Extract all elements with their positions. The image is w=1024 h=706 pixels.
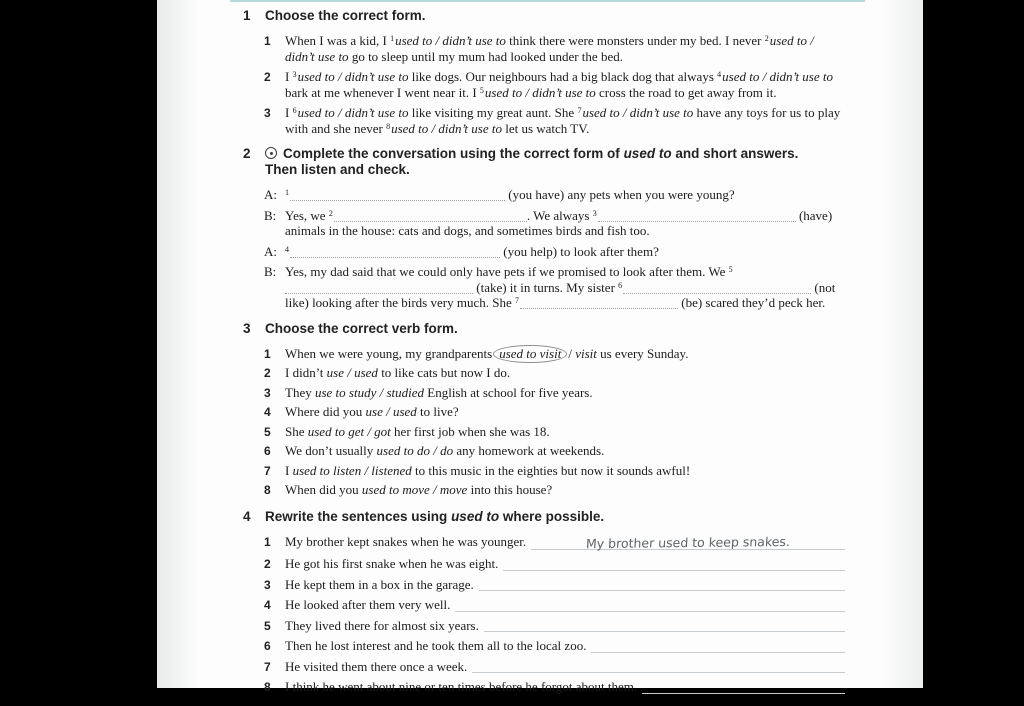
item-text: [285, 69, 845, 100]
item-sentence: [285, 618, 479, 635]
speaker-label: A:: [264, 243, 277, 259]
exercise-number: 2: [243, 146, 251, 161]
workbook-page: [157, 0, 923, 694]
item-text: [285, 463, 845, 480]
exercise-item: [264, 534, 845, 553]
item-text: [285, 187, 845, 203]
item-number: 8: [264, 680, 271, 694]
exercise-items: [264, 187, 845, 311]
exercise-items: [264, 534, 845, 696]
exercise-item: [264, 208, 845, 239]
superscript-number: 7: [577, 106, 582, 115]
item-text: [285, 264, 845, 311]
text-run: where possible.: [499, 508, 605, 524]
item-sentence: [285, 556, 498, 573]
text-run: use / used: [365, 404, 417, 419]
text-run: like dogs. Our neighbours had a big black dog that always: [408, 69, 718, 84]
item-number: 7: [264, 463, 271, 478]
text-run: I think he went about nine or ten times before he forgot about them.: [285, 679, 638, 694]
text-run: When did you: [285, 482, 362, 497]
text-run: (you help) to look after them?: [500, 243, 659, 259]
text-run: Then he lost interest and he took them all to the local zoo.: [285, 638, 587, 653]
answer-line: [479, 577, 845, 592]
answer-line: [472, 659, 845, 674]
text-run: used to do / do: [376, 443, 454, 458]
text-run: cross the road to get away from it.: [595, 84, 777, 100]
blank-line: [285, 281, 473, 294]
superscript-number: 4: [285, 244, 289, 254]
text-run: use to study / studied: [314, 384, 425, 400]
item-number: 3: [264, 385, 271, 400]
item-number: 5: [264, 424, 271, 439]
item-number: 1: [264, 34, 271, 48]
item-number: 8: [264, 483, 271, 497]
superscript-number: 2: [764, 34, 769, 43]
item-text: [285, 534, 845, 553]
item-number: 1: [264, 534, 271, 549]
text-run: . We always: [526, 207, 593, 223]
item-text: [285, 365, 845, 382]
speaker-label: B:: [264, 264, 277, 279]
exercise-item: [264, 187, 845, 203]
exercise-item: [264, 33, 845, 64]
text-run: When I was a kid, I: [285, 33, 391, 48]
text-run: bark at me whenever I went near it. I: [285, 84, 480, 100]
exercise-item: [264, 597, 845, 614]
text-run: Yes, my dad said that we could only have pets if we promised to look after them. We: [285, 264, 729, 279]
item-sentence: [285, 597, 450, 614]
exercise-item: [264, 346, 845, 363]
exercise-title: [265, 321, 845, 337]
text-run: used to / didn’t use to: [484, 84, 596, 100]
blank-line: [520, 296, 678, 309]
text-run: Complete the conversation using the correct form of: [283, 146, 624, 161]
exercise-title: [265, 146, 845, 178]
text-run: used to / didn’t use to: [391, 120, 502, 136]
text-run: He kept them in a box in the garage.: [285, 576, 474, 592]
text-run: (you have) any pets when you were young?: [505, 187, 735, 202]
text-run: used to / didn’t use to: [285, 33, 814, 64]
text-run: They: [285, 384, 315, 400]
text-run: (have) animals in the house: cats and dogs, and sometimes birds and fish too.: [285, 207, 833, 238]
right-black-bar: [923, 0, 1024, 688]
exercise-2: [243, 146, 845, 311]
blank-line: [334, 209, 527, 222]
item-number: 2: [264, 70, 271, 84]
text-run: to live?: [416, 404, 459, 419]
text-run: (be) scared they’d peck her.: [677, 295, 826, 310]
item-sentence: [285, 679, 637, 696]
answer-line: [642, 679, 845, 694]
exercise-heading: [243, 509, 845, 525]
item-number: 3: [264, 106, 271, 120]
exercise-item: [264, 385, 845, 402]
exercise-heading: [243, 8, 845, 24]
item-text: [285, 443, 845, 460]
circled-answer: used to visit: [493, 345, 567, 363]
exercise-3: [243, 321, 845, 499]
text-run: used to: [451, 508, 500, 524]
text-run: He got his first snake when he was eight.: [285, 556, 499, 571]
text-run: They lived there for almost six years.: [285, 617, 479, 633]
text-run: use / used: [326, 365, 378, 380]
text-run: /: [568, 345, 576, 361]
text-run: He looked after them very well.: [285, 597, 451, 612]
exercise-item: [264, 424, 845, 441]
superscript-number: 3: [292, 70, 297, 79]
text-run: to like cats but now I do.: [377, 365, 511, 380]
exercise-item: [264, 443, 845, 460]
exercise-items: [264, 346, 845, 499]
superscript-number: 5: [479, 85, 484, 95]
text-run: I: [285, 69, 293, 84]
text-run: She: [285, 423, 308, 439]
text-run: Where did you: [285, 404, 366, 419]
item-number: 6: [264, 639, 271, 653]
item-text: [285, 679, 845, 696]
text-run: Choose the correct form.: [265, 8, 426, 23]
text-run: My brother kept snakes when he was younger.: [285, 533, 527, 549]
item-text: [285, 556, 845, 573]
exercise-item: [264, 264, 845, 311]
superscript-number: 5: [728, 265, 733, 274]
exercise-number: 1: [243, 8, 251, 23]
audio-track-icon: [265, 147, 277, 159]
exercise-item: [264, 365, 845, 382]
superscript-number: 6: [292, 106, 297, 115]
exercise-number: 4: [243, 508, 251, 524]
text-run: to this music in the eighties but now it sounds awful!: [411, 462, 691, 478]
item-text: [285, 618, 845, 635]
text-run: used to move / move: [361, 482, 468, 497]
item-number: 7: [264, 659, 271, 674]
text-run: He visited them there once a week.: [285, 658, 468, 674]
text-run: We don’t usually: [285, 443, 377, 458]
superscript-number: 1: [285, 188, 289, 197]
exercise-item: [264, 638, 845, 655]
text-run: used to / didn’t use to: [722, 69, 833, 84]
answer-line: [531, 534, 845, 551]
item-number: 2: [264, 366, 271, 380]
text-run: Rewrite the sentences using: [265, 508, 452, 524]
text-run: Yes, we: [285, 207, 329, 223]
superscript-number: 7: [514, 296, 519, 305]
text-run: like visiting my great aunt. She: [408, 105, 578, 120]
item-text: [285, 597, 845, 614]
item-number: 3: [264, 577, 271, 592]
answer-line: [503, 556, 845, 571]
exercise-item: [264, 577, 845, 594]
item-sentence: [285, 638, 586, 655]
exercise-heading: [243, 146, 845, 178]
text-run: visit: [575, 345, 597, 361]
item-text: [285, 33, 845, 64]
text-run: used to / didn’t use to: [395, 33, 506, 48]
superscript-number: 4: [717, 70, 722, 79]
text-run: any homework at weekends.: [453, 443, 605, 458]
item-number: 4: [264, 405, 271, 419]
text-run: go to sleep until my mum had looked under the bed.: [348, 48, 623, 64]
answer-line: [455, 597, 845, 612]
text-run: I didn’t: [285, 365, 327, 380]
exercise-heading: [243, 321, 845, 337]
exercises-container: [157, 0, 923, 706]
blank-line: [623, 281, 811, 294]
exercise-1: [243, 8, 845, 136]
item-text: [285, 404, 845, 421]
exercise-title: [265, 509, 845, 525]
item-number: 2: [264, 557, 271, 571]
item-text: [285, 424, 845, 441]
text-run: used to / didn’t use to: [297, 69, 409, 84]
text-run: think there were monsters under my bed. I never: [505, 33, 765, 48]
blank-line: [598, 209, 796, 222]
superscript-number: 8: [386, 121, 391, 131]
text-run: used to get / got: [307, 423, 391, 439]
item-sentence: [285, 659, 467, 676]
exercise-item: [264, 482, 845, 499]
item-text: [285, 105, 845, 136]
blank-line: [290, 188, 505, 201]
exercise-item: [264, 618, 845, 635]
exercise-item: [264, 105, 845, 136]
text-run: used to / didn’t use to: [582, 105, 694, 120]
text-run: I: [285, 462, 293, 478]
superscript-number: 2: [328, 208, 333, 218]
text-run: used to / didn’t use to: [297, 105, 409, 120]
exercise-item: [264, 556, 845, 573]
item-sentence: [285, 577, 474, 594]
item-number: 4: [264, 598, 271, 612]
text-run: Choose the correct verb form.: [265, 320, 458, 336]
text-run: (take) it in turns. My sister: [473, 279, 619, 295]
superscript-number: 3: [592, 208, 597, 218]
exercise-number: 3: [243, 320, 251, 336]
answer-line: [484, 618, 845, 633]
item-sentence: [285, 534, 526, 553]
item-text: [285, 385, 845, 402]
text-run: (not like) looking after the birds very much. She: [285, 279, 836, 310]
text-run: Then listen and check.: [265, 162, 410, 177]
exercise-4: [243, 509, 845, 696]
exercise-item: [264, 69, 845, 100]
item-text: [285, 346, 845, 363]
exercise-item: [264, 659, 845, 676]
text-run: used to: [623, 146, 672, 161]
speaker-label: B:: [264, 207, 277, 223]
item-number: 6: [264, 444, 271, 458]
item-text: [285, 482, 845, 499]
exercise-item: [264, 404, 845, 421]
item-number: 5: [264, 618, 271, 633]
text-run: into this house?: [467, 482, 553, 497]
exercise-item: [264, 679, 845, 696]
exercise-item: [264, 463, 845, 480]
text-run: used to listen / listened: [292, 462, 412, 478]
text-run: When we were young, my grandparents: [285, 345, 493, 361]
item-text: [285, 244, 845, 260]
text-run: her first job when she was 18.: [390, 423, 550, 439]
item-text: [285, 208, 845, 239]
text-run: English at school for five years.: [424, 384, 593, 400]
text-run: and short answers.: [671, 146, 799, 161]
text-run: let us watch TV.: [501, 120, 590, 136]
left-black-bar: [0, 0, 157, 688]
exercise-item: [264, 244, 845, 260]
handwritten-answer: My brother used to keep snakes.: [585, 533, 791, 551]
answer-line: [591, 638, 845, 653]
text-run: have any toys for us to play with and she never: [285, 105, 841, 136]
blank-line: [290, 245, 500, 258]
item-text: [285, 659, 845, 676]
exercise-items: [264, 33, 845, 136]
superscript-number: 1: [390, 34, 395, 43]
superscript-number: 6: [618, 280, 623, 290]
item-text: [285, 638, 845, 655]
text-run: I: [285, 105, 293, 120]
exercise-title: [265, 8, 845, 24]
item-number: 1: [264, 346, 271, 361]
item-text: [285, 577, 845, 594]
text-run: us every Sunday.: [596, 345, 689, 361]
speaker-label: A:: [264, 187, 277, 202]
